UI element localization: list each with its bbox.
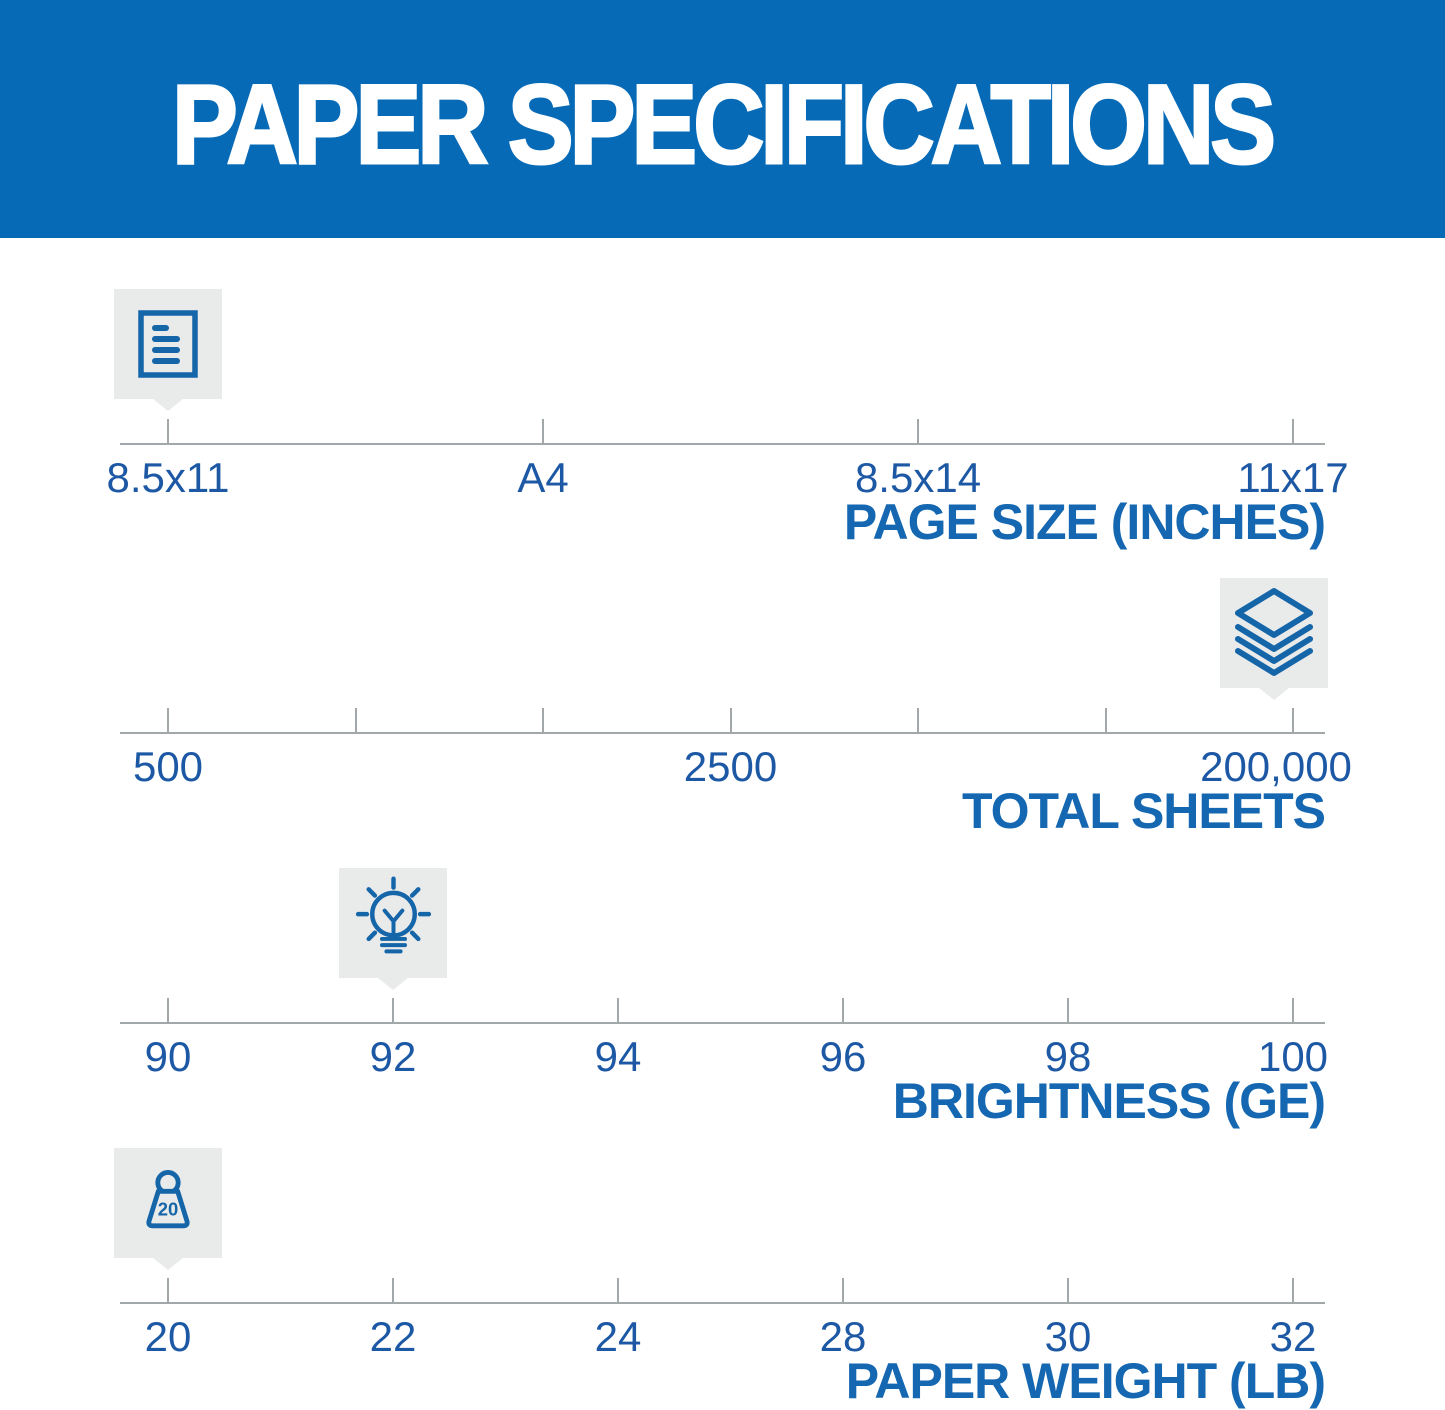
tick-mark [1292, 708, 1294, 732]
tick-mark [355, 708, 357, 732]
tick-label: 32 [1269, 1313, 1317, 1360]
axis-title: PAGE SIZE (INCHES) [843, 494, 1325, 550]
page-title: PAPER SPECIFICATIONS [172, 61, 1273, 187]
tick-mark [1292, 1278, 1294, 1302]
axis-line [120, 1022, 1325, 1024]
tick-label: A4 [517, 454, 569, 501]
tick-mark [617, 998, 619, 1022]
tick-mark [542, 708, 544, 732]
tick-mark [542, 419, 544, 443]
axis-title: PAPER WEIGHT (LB) [845, 1353, 1325, 1409]
tick-label: 92 [369, 1033, 417, 1080]
tick-label: 98 [1044, 1033, 1092, 1080]
tick-label: 500 [132, 743, 204, 790]
tick-mark [842, 1278, 844, 1302]
scale-paper-weight [0, 1148, 1445, 1410]
tick-mark [392, 998, 394, 1022]
header-banner [0, 0, 1445, 238]
tick-label: 100 [1257, 1033, 1329, 1080]
paper-weight-marker [114, 1148, 222, 1258]
tick-mark [1067, 998, 1069, 1022]
lightbulb-icon [351, 875, 436, 971]
page-size-marker [114, 289, 222, 399]
tick-label: 96 [819, 1033, 867, 1080]
axis-line [120, 732, 1325, 734]
tick-mark [1105, 708, 1107, 732]
tick-label: 94 [594, 1033, 642, 1080]
tick-mark [730, 708, 732, 732]
scale-page-size [0, 289, 1445, 569]
tick-mark [917, 708, 919, 732]
sheets-stack-icon [1234, 587, 1314, 679]
weight-icon-value: 20 [157, 1198, 179, 1220]
tick-mark [1292, 419, 1294, 443]
tick-mark [917, 419, 919, 443]
axis-title: TOTAL SHEETS [961, 783, 1325, 839]
tick-label: 8.5x11 [106, 454, 230, 501]
tick-label: 11x17 [1237, 454, 1349, 501]
tick-label: 30 [1044, 1313, 1092, 1360]
tick-label: 2500 [683, 743, 778, 790]
tick-mark [167, 708, 169, 732]
tick-label: 22 [369, 1313, 417, 1360]
brightness-marker [339, 868, 447, 978]
document-icon [138, 310, 198, 378]
tick-mark [1292, 998, 1294, 1022]
tick-label: 200,000 [1200, 743, 1352, 790]
tick-mark [1067, 1278, 1069, 1302]
tick-mark [617, 1278, 619, 1302]
tick-label: 20 [144, 1313, 192, 1360]
tick-label: 28 [819, 1313, 867, 1360]
tick-label: 24 [594, 1313, 642, 1360]
tick-mark [167, 998, 169, 1022]
axis-title: BRIGHTNESS (GE) [892, 1073, 1325, 1129]
scale-total-sheets [0, 578, 1445, 858]
axis-line [120, 443, 1325, 445]
tick-mark [392, 1278, 394, 1302]
tick-mark [167, 1278, 169, 1302]
tick-label: 8.5x14 [854, 454, 982, 501]
scale-brightness [0, 868, 1445, 1148]
tick-label: 90 [144, 1033, 192, 1080]
tick-mark [842, 998, 844, 1022]
total-sheets-marker [1220, 578, 1328, 688]
tick-mark [167, 419, 169, 443]
axis-line [120, 1302, 1325, 1304]
weight-icon [136, 1170, 200, 1236]
